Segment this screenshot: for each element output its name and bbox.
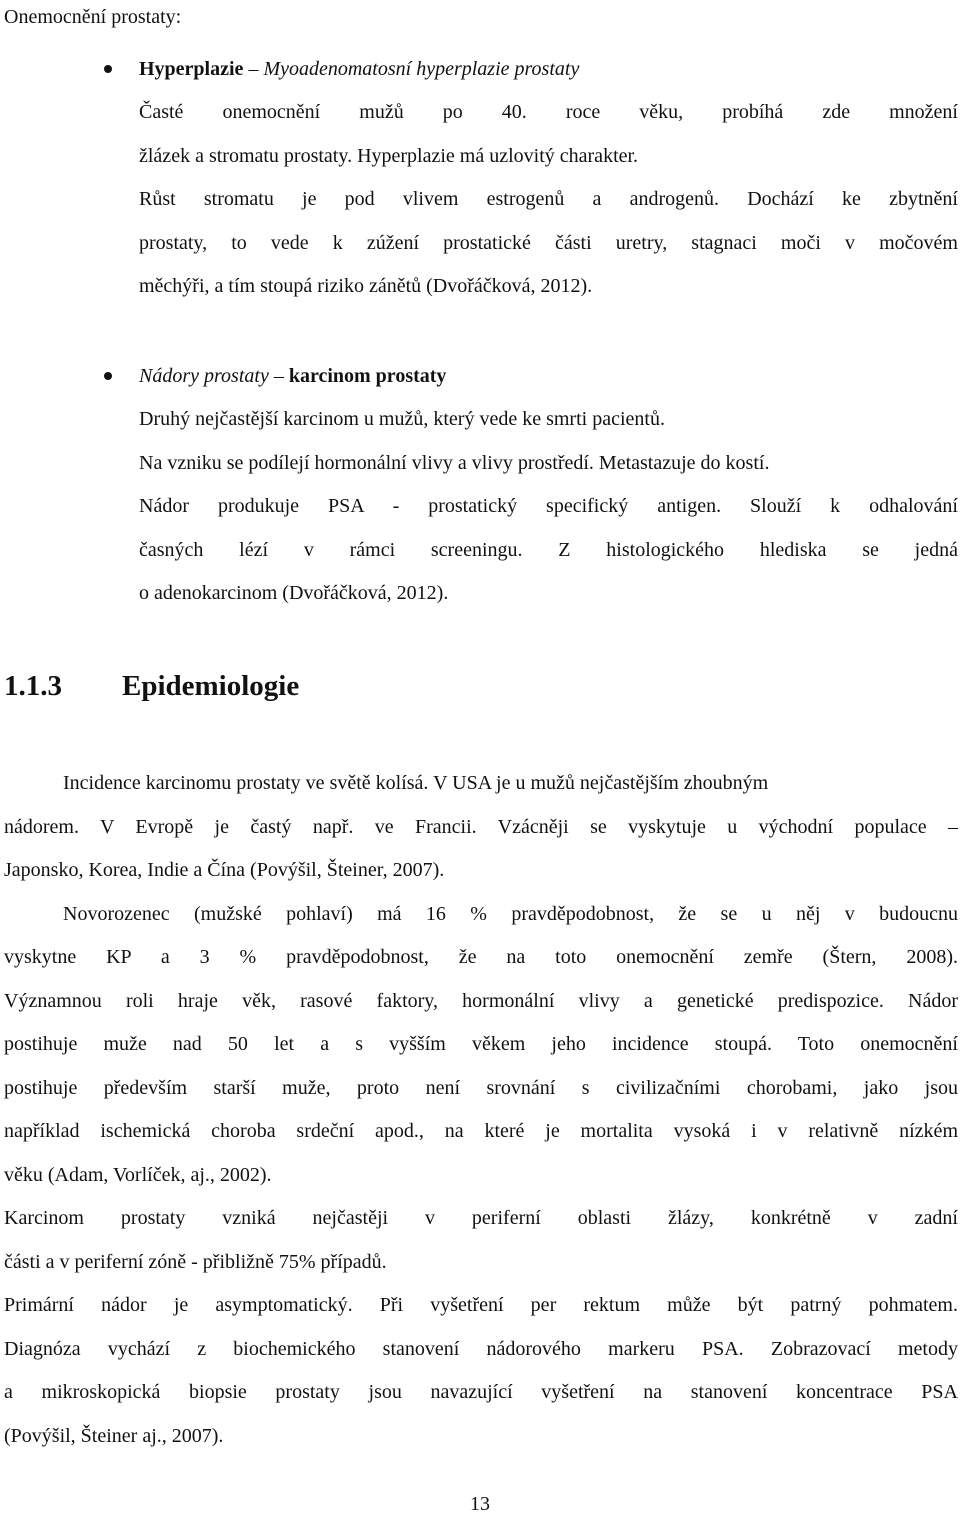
body-line: Incidence karcinomu prostaty ve světě kolísá. V USA je u mužů nejčastějším zhoubným <box>63 772 769 794</box>
item-title-italic: Myoadenomatosní hyperplazie prostaty <box>263 58 580 80</box>
body-line: Karcinom prostaty vzniká nejčastěji v periferní oblasti žlázy, konkrétně v zadní <box>4 1207 958 1229</box>
body-line: věku (Adam, Vorlíček, aj., 2002). <box>4 1164 272 1186</box>
item-text-line: Nádor produkuje PSA - prostatický specifický antigen. Slouží k odhalování <box>139 495 958 517</box>
item-text-line: žlázek a stromatu prostaty. Hyperplazie má uzlovitý charakter. <box>139 145 639 167</box>
item-title-bold: karcinom prostaty <box>288 365 447 387</box>
section-title: Epidemiologie <box>122 670 300 702</box>
body-line: Japonsko, Korea, Indie a Čína (Povýšil, Šteiner, 2007). <box>4 859 445 881</box>
item-text-line: měchýři, a tím stoupá riziko zánětů (Dvořáčková, 2012). <box>139 275 593 297</box>
body-line: Primární nádor je asymptomatický. Při vyšetření per rektum může být patrný pohmatem. <box>4 1294 958 1316</box>
body-line: postihuje muže nad 50 let a s vyšším věkem jeho incidence stoupá. Toto onemocnění <box>4 1033 958 1055</box>
bullet-icon <box>104 65 112 73</box>
item-text-line: o adenokarcinom (Dvořáčková, 2012). <box>139 582 449 604</box>
item-text-line: Růst stromatu je pod vlivem estrogenů a androgenů. Dochází ke zbytnění <box>139 188 958 210</box>
body-line: Novorozenec (mužské pohlaví) má 16 % pravděpodobnost, že se u něj v budoucnu <box>63 903 958 925</box>
body-line: postihuje především starší muže, proto není srovnání s civilizačními chorobami, jako jsou <box>4 1077 958 1099</box>
body-line: například ischemická choroba srdeční apod., na které je mortalita vysoká i v relativně nízkém <box>4 1120 958 1142</box>
item-text-line: Na vzniku se podílejí hormonální vlivy a vlivy prostředí. Metastazuje do kostí. <box>139 452 770 474</box>
item-text-line: časných lézí v rámci screeningu. Z histologického hlediska se jedná <box>139 539 958 561</box>
body-line: nádorem. V Evropě je častý např. ve Francii. Vzácněji se vyskytuje u východní populace – <box>4 816 958 838</box>
bullet-icon <box>104 372 112 380</box>
page-number: 13 <box>470 1493 490 1515</box>
item-title-nadory <box>139 361 958 391</box>
item-title-dash: – <box>268 365 289 387</box>
body-line: části a v periferní zóně - přibližně 75% případů. <box>4 1251 387 1273</box>
item-text-line: Časté onemocnění mužů po 40. roce věku, probíhá zde množení <box>139 101 958 123</box>
item-title-italic: Nádory prostaty <box>139 365 269 387</box>
item-text-line: prostaty, to vede k zúžení prostatické části uretry, stagnaci moči v močovém <box>139 232 958 254</box>
item-text-line: Druhý nejčastější karcinom u mužů, který vede ke smrti pacientů. <box>139 408 665 430</box>
section-heading <box>4 664 299 708</box>
body-line: a mikroskopická biopsie prostaty jsou navazující vyšetření na stanovení koncentrace PSA <box>4 1381 958 1403</box>
body-line: vyskytne KP a 3 % pravděpodobnost, že na toto onemocnění zemře (Štern, 2008). <box>4 946 958 968</box>
item-title-dash: – <box>243 58 264 80</box>
item-title-hyperplazie <box>139 54 958 84</box>
body-line: (Povýšil, Šteiner aj., 2007). <box>4 1425 224 1447</box>
body-line: Významnou roli hraje věk, rasové faktory, hormonální vlivy a genetické predispozice. Nádor <box>4 990 958 1012</box>
body-line: Diagnóza vychází z biochemického stanovení nádorového markeru PSA. Zobrazovací metody <box>4 1338 958 1360</box>
item-title-bold: Hyperplazie <box>139 58 244 80</box>
intro-heading: Onemocnění prostaty: <box>4 6 182 28</box>
section-number: 1.1.3 <box>4 670 62 702</box>
